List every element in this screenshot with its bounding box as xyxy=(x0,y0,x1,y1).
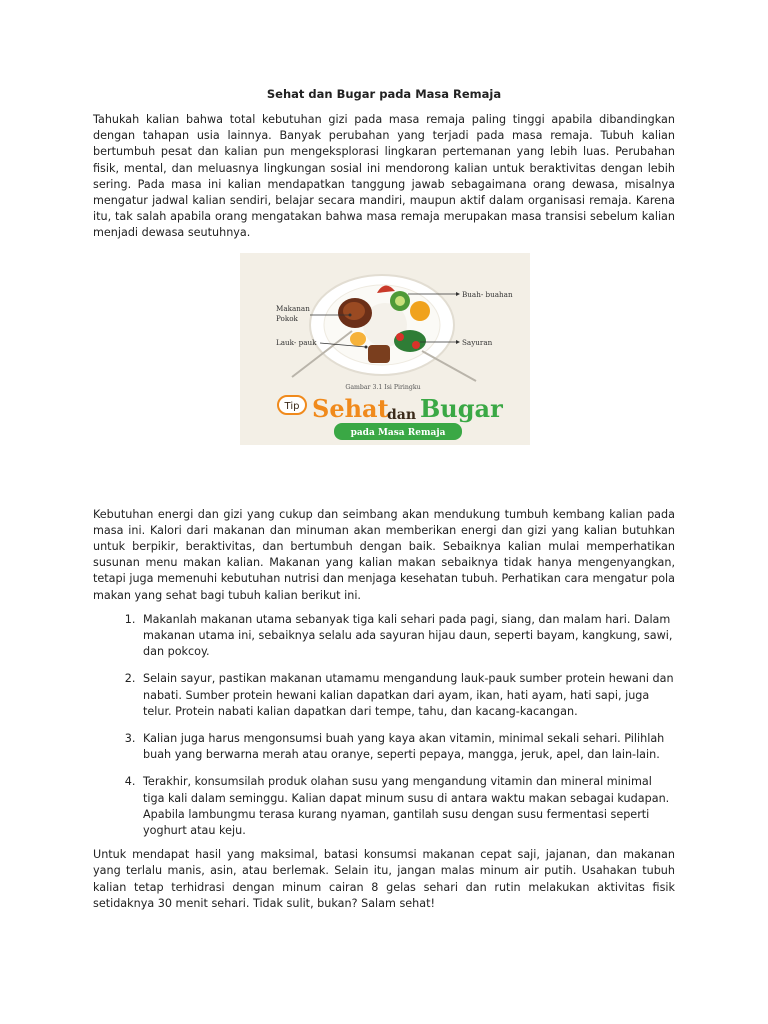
figure-caption: Gambar 3.1 Isi Piringku xyxy=(345,383,421,391)
list-item: 2. Selain sayur, pastikan makanan utamamu mengandung lauk-pauk sumber protein hewani dan nabati. Sumber protein hewani kalian dapatkan dari ayam, ikan, hati ayam, hati sapi, juga telur. Protein nabati kalian dapatkan dari tempe, tahu, dan kacang-kacangan. xyxy=(139,671,675,720)
lauk-icon xyxy=(368,345,390,363)
closing-paragraph: Untuk mendapat hasil yang maksimal, batasi konsumsi makanan cepat saji, jajanan, dan makanan yang terlalu manis, asin, atau berlemak. Selain itu, jangan malas minum air putih. Usahakan tubuh kalian tetap terhidrasi dengan minum cairan 8 gelas sehari dan rutin melakukan aktivitas fisik setidaknya 30 menit sehari. Tidak sulit, bukan? Salam sehat! xyxy=(93,848,675,910)
list-item: 1. Makanlah makanan utama sebanyak tiga kali sehari pada pagi, siang, dan malam hari. Dalam makanan utama ini, sebaiknya selalu ada sayuran hijau daun, seperti bayam, kangkung, sawi, dan pokcoy. xyxy=(139,612,675,661)
label-lauk-pauk: Lauk- pauk xyxy=(276,337,317,347)
tips-list xyxy=(93,612,675,839)
banner-sehat: Sehat xyxy=(312,393,389,423)
orange-icon xyxy=(410,301,430,321)
plate-svg xyxy=(240,253,530,445)
label-makanan-pokok-1: Makanan xyxy=(276,303,310,313)
document-title: Sehat dan Bugar pada Masa Remaja xyxy=(266,87,502,101)
intro-paragraph: Tahukah kalian bahwa total kebutuhan gizi pada masa remaja paling tinggi apabila dibandingkan dengan tahapan usia lainnya. Banyak perubahan yang terjadi pada masa remaja. Tubuh kalian bertumbuh pesat dan kalian pun mengeksplorasi lingkaran pertemanan yang lebih luas. Perubahan fisik, mental, dan meluasnya lingkungan sosial ini mendorong kalian untuk beraktivitas dengan lebih sering. Pada masa ini kalian mendapatkan tanggung jawab sebagaimana orang dewasa, misalnya mengatur jadwal kalian sendiri, belajar secara mandiri, maupun aktif dalam organisasi remaja. Karena itu, tak salah apabila orang mengatakan bahwa masa remaja merupakan masa transisi sebelum kalian menjadi dewasa seutuhnya. xyxy=(93,113,675,240)
list-item: 4. Terakhir, konsumsilah produk olahan susu yang mengandung vitamin dan mineral minimal tiga kali dalam seminggu. Kalian dapat minum susu di antara waktu makan sebagai kudapan. Apabila lambungmu terasa kurang nyaman, gantilah susu dengan susu fermentasi seperti yoghurt atau keju. xyxy=(139,774,675,839)
banner-subtitle: pada Masa Remaja xyxy=(350,427,446,438)
document-page xyxy=(93,86,675,912)
egg-icon xyxy=(350,332,366,346)
list-item: 3. Kalian juga harus mengonsumsi buah yang kaya akan vitamin, minimal sekali sehari. Pilihlah buah yang berwarna merah atau oranye, seperti pepaya, mangga, jeruk, apel, dan lain-lain. xyxy=(139,731,675,763)
label-makanan-pokok-2: Pokok xyxy=(276,313,298,323)
fork-icon xyxy=(422,351,476,381)
body-paragraph-2: Kebutuhan energi dan gizi yang cukup dan seimbang akan mendukung tumbuh kembang kalian pada masa ini. Kalori dari makanan dan minuman akan memberikan energi dan gizi yang kalian butuhkan untuk berpikir, beraktivitas, dan bertumbuh dengan baik. Sebaiknya kalian mulai memperhatikan susunan menu makan kalian. Makanan yang kalian makan sebaiknya tidak hanya mengenyangkan, tetapi juga memenuhi kebutuhan nutrisi dan menjaga kesehatan tubuh. Perhatikan cara mengatur pola makan yang sehat bagi tubuh kalian berikut ini. xyxy=(93,507,675,602)
tip-label: Tip xyxy=(284,400,300,412)
banner-bugar: Bugar xyxy=(420,393,503,423)
banner-dan: dan xyxy=(387,406,417,423)
label-buah: Buah- buahan xyxy=(462,289,513,299)
label-sayuran: Sayuran xyxy=(462,337,493,347)
plate-illustration xyxy=(240,253,530,445)
